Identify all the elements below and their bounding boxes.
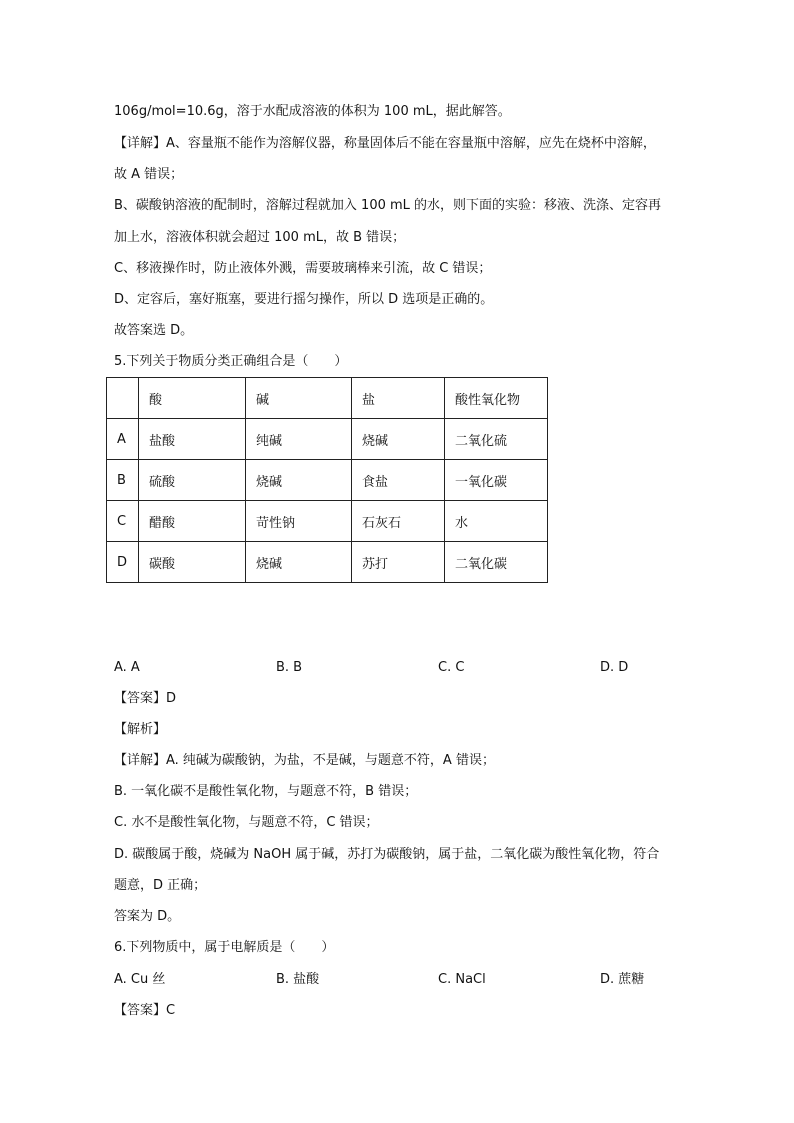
q6-option-c: C. NaCl <box>438 972 486 987</box>
q5-option-a: A. A <box>114 660 140 675</box>
text-line: 故 A 错误； <box>114 167 184 182</box>
table-cell: 烧碱 <box>246 542 352 583</box>
text-line: 106g/mol=10.6g，溶于水配成溶液的体积为 100 mL，据此解答。 <box>114 104 511 119</box>
table-cell: C <box>107 501 139 542</box>
table-cell: 纯碱 <box>246 419 352 460</box>
table-cell: A <box>107 419 139 460</box>
table-cell: 烧碱 <box>352 419 445 460</box>
table-row <box>107 460 548 501</box>
table-cell: 烧碱 <box>246 460 352 501</box>
q6-answer: 【答案】C <box>114 1003 176 1018</box>
question-5-stem: 5.下列关于物质分类正确组合是（ ） <box>114 354 348 369</box>
q6-option-d: D. 蔗糖 <box>600 972 645 987</box>
table-cell: 碳酸 <box>139 542 246 583</box>
text-line: 故答案选 D。 <box>114 323 194 338</box>
text-line: B、碳酸钠溶液的配制时，溶解过程就加入 100 mL 的水，则下面的实验：移液、洗涤、定容再 <box>114 198 662 213</box>
table-header-cell: 盐 <box>352 378 445 419</box>
table-header-cell: 碱 <box>246 378 352 419</box>
q5-option-b: B. B <box>276 660 303 675</box>
table-cell: 二氧化碳 <box>445 542 548 583</box>
q6-option-a: A. Cu 丝 <box>114 972 166 987</box>
table-cell: 盐酸 <box>139 419 246 460</box>
table-cell: 石灰石 <box>352 501 445 542</box>
q5-answer: 【答案】D <box>114 691 177 706</box>
q5-analysis-line: 【详解】A. 纯碱为碳酸钠，为盐，不是碱，与题意不符，A 错误； <box>114 753 495 768</box>
table-cell: 醋酸 <box>139 501 246 542</box>
table-row <box>107 501 548 542</box>
q5-analysis-line: D. 碳酸属于酸，烧碱为 NaOH 属于碱，苏打为碳酸钠，属于盐，二氧化碳为酸性氧化物，符合 <box>114 847 660 862</box>
table-cell: 二氧化硫 <box>445 419 548 460</box>
q5-analysis-line: 题意，D 正确； <box>114 878 207 893</box>
table-cell: 食盐 <box>352 460 445 501</box>
q5-option-d: D. D <box>600 660 629 675</box>
table-cell: 苛性钠 <box>246 501 352 542</box>
table-row <box>107 542 548 583</box>
table-header-cell: 酸性氧化物 <box>445 378 548 419</box>
classification-table <box>106 377 548 583</box>
q5-analysis-line: 答案为 D。 <box>114 909 181 924</box>
table-header-row <box>107 378 548 419</box>
q5-analysis-line: C. 水不是酸性氧化物，与题意不符，C 错误； <box>114 815 379 830</box>
table-header-cell <box>107 378 139 419</box>
table-cell: 苏打 <box>352 542 445 583</box>
table-cell: B <box>107 460 139 501</box>
q6-option-b: B. 盐酸 <box>276 972 320 987</box>
q5-analysis-label: 【解析】 <box>114 722 167 737</box>
q5-analysis-line: B. 一氧化碳不是酸性氧化物，与题意不符，B 错误； <box>114 784 418 799</box>
text-line: D、定容后，塞好瓶塞，要进行摇匀操作，所以 D 选项是正确的。 <box>114 292 494 307</box>
table-cell: D <box>107 542 139 583</box>
table-cell: 硫酸 <box>139 460 246 501</box>
table-header-cell: 酸 <box>139 378 246 419</box>
question-6-stem: 6.下列物质中，属于电解质是（ ） <box>114 940 335 955</box>
q5-option-c: C. C <box>438 660 465 675</box>
table-cell: 水 <box>445 501 548 542</box>
table-cell: 一氧化碳 <box>445 460 548 501</box>
text-line: 【详解】A、容量瓶不能作为溶解仪器，称量固体后不能在容量瓶中溶解，应先在烧杯中溶解， <box>114 136 656 151</box>
text-line: 加上水，溶液体积就会超过 100 mL，故 B 错误； <box>114 230 406 245</box>
text-line: C、移液操作时，防止液体外溅，需要玻璃棒来引流，故 C 错误； <box>114 261 492 276</box>
table-row <box>107 419 548 460</box>
